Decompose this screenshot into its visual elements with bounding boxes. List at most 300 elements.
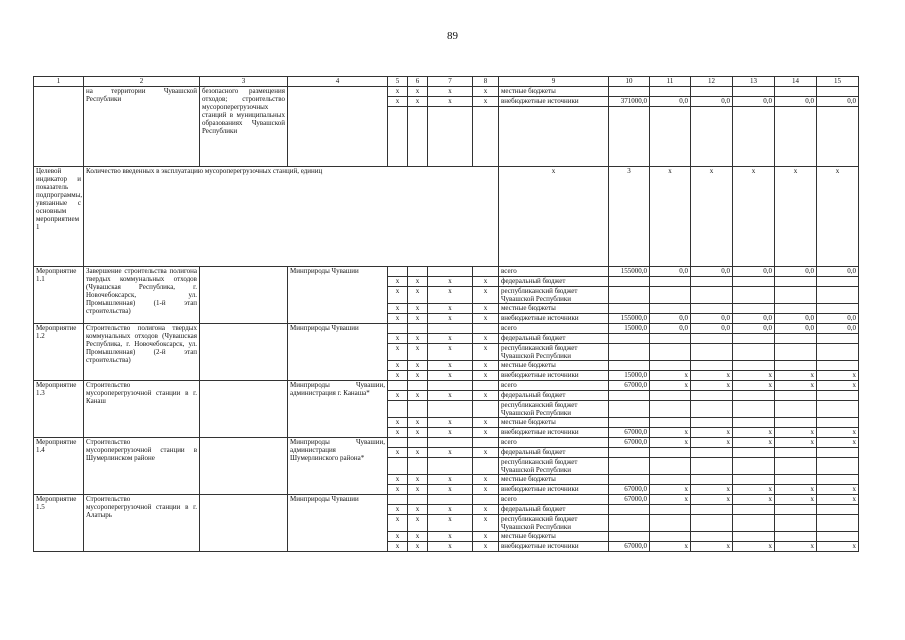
value-cell [817,458,859,475]
x-cell [473,438,499,448]
value-cell [817,287,859,304]
value-cell [609,448,650,458]
value-cell [691,458,733,475]
x-cell: x [388,314,408,324]
value-cell [691,344,733,361]
value-cell: x [691,542,733,552]
table-row [34,267,859,277]
value-cell [691,334,733,344]
x-cell: x [408,485,428,495]
value-cell [650,304,691,314]
x-cell: x [388,515,408,532]
x-cell: x [473,344,499,361]
empty-cell [691,107,733,167]
x-cell: x [473,287,499,304]
value-cell: x [775,371,817,381]
value-cell: x [733,371,775,381]
value-cell [609,401,650,418]
table-row [34,495,859,505]
x-cell: x [428,344,473,361]
header-cell: 1 [34,77,84,87]
x-cell [473,401,499,418]
value-cell [609,418,650,428]
x-cell: x [388,418,408,428]
x-cell: x [408,87,428,97]
header-cell: 6 [408,77,428,87]
x-cell: x [428,87,473,97]
value-cell: x [650,485,691,495]
value-cell: x [691,428,733,438]
x-cell: x [388,287,408,304]
value-cell [650,505,691,515]
x-cell: x [473,428,499,438]
x-cell [473,495,499,505]
value-cell: 67000,0 [609,485,650,495]
value-cell [609,304,650,314]
value-cell [650,401,691,418]
funding-source: всего [499,381,609,391]
x-cell: x [473,542,499,552]
x-cell [473,381,499,391]
value-cell [817,515,859,532]
value-cell [733,87,775,97]
value-cell [733,401,775,418]
value-cell: x [775,381,817,391]
value-cell [691,475,733,485]
measure-details: безопасного размещения отходов; строительство мусороперегрузочных станций в муниципальных образованиях Чувашской Республики [200,87,288,167]
x-cell [408,401,428,418]
value-cell [691,418,733,428]
value-cell [733,532,775,542]
x-cell: x [408,314,428,324]
value-cell: 0,0 [650,324,691,334]
x-cell [428,495,473,505]
responsible [288,87,388,167]
value-cell: x [817,428,859,438]
value-cell [609,87,650,97]
value-cell [650,87,691,97]
measure-description: Строительство полигона твердых коммунальных отходов (Чувашская Республика, г. Новочебоксарск, ул. Промышленная) (2-й этап строительства) [84,324,200,381]
x-cell: x [428,542,473,552]
value-cell [817,418,859,428]
responsible: Минприроды Чувашии [288,324,388,381]
funding-source: федеральный бюджет [499,277,609,287]
funding-source: внебюджетные источники [499,428,609,438]
measure-label: Мероприятие 1.5 [34,495,84,552]
value-cell: x [817,495,859,505]
value-cell [733,505,775,515]
value-cell: 15000,0 [609,324,650,334]
x-cell: x [408,428,428,438]
x-cell: x [428,287,473,304]
value-cell [691,277,733,287]
value-cell [817,505,859,515]
value-cell [775,87,817,97]
table-row [34,324,859,334]
x-cell [408,267,428,277]
value-cell [609,458,650,475]
empty-cell [817,107,859,167]
x-cell: x [408,515,428,532]
x-cell [388,458,408,475]
value-cell [817,448,859,458]
funding-source: республиканский бюджет Чувашской Республики [499,287,609,304]
value-cell: x [775,167,817,267]
x-cell: x [388,428,408,438]
measure-label: Мероприятие 1.4 [34,438,84,495]
value-cell: 0,0 [817,267,859,277]
x-cell: x [473,485,499,495]
value-cell: 0,0 [733,267,775,277]
x-cell: x [408,287,428,304]
x-cell: x [473,334,499,344]
indicator-col9: x [499,167,609,267]
header-cell: 8 [473,77,499,87]
value-cell: 0,0 [691,314,733,324]
value-cell [775,344,817,361]
value-cell: x [691,438,733,448]
x-cell: x [408,344,428,361]
indicator-row [34,167,859,267]
x-cell: x [473,87,499,97]
value-cell: x [733,167,775,267]
value-cell [650,361,691,371]
x-cell: x [473,361,499,371]
x-cell: x [408,371,428,381]
value-cell: 0,0 [650,267,691,277]
empty-cell [499,107,609,167]
x-cell: x [388,97,408,107]
x-cell: x [473,391,499,401]
value-cell [775,361,817,371]
x-cell [428,267,473,277]
measure-label: Мероприятие 1.2 [34,324,84,381]
value-cell [650,277,691,287]
funding-source: всего [499,495,609,505]
x-cell [428,401,473,418]
funding-source: местные бюджеты [499,532,609,542]
measure-label: Мероприятие 1.3 [34,381,84,438]
x-cell: x [388,371,408,381]
header-cell: 3 [200,77,288,87]
value-cell [650,458,691,475]
value-cell: x [733,485,775,495]
header-cell: 11 [650,77,691,87]
value-cell: x [650,381,691,391]
funding-source: республиканский бюджет Чувашской Республики [499,515,609,532]
responsible: Минприроды Чувашии [288,495,388,552]
measure-details [200,381,288,438]
value-cell [775,334,817,344]
value-cell: x [733,438,775,448]
x-cell: x [388,344,408,361]
value-cell: 0,0 [733,97,775,107]
header-cell: 9 [499,77,609,87]
funding-source: местные бюджеты [499,418,609,428]
x-cell: x [473,97,499,107]
value-cell: 67000,0 [609,438,650,448]
funding-source: республиканский бюджет Чувашской Республики [499,401,609,418]
x-cell: x [473,448,499,458]
x-cell: x [428,334,473,344]
value-cell [817,391,859,401]
empty-cell [473,107,499,167]
funding-source: местные бюджеты [499,361,609,371]
value-cell: 155000,0 [609,267,650,277]
x-cell: x [388,485,408,495]
x-cell: x [473,371,499,381]
value-cell [691,448,733,458]
table-row [34,87,859,97]
value-cell [650,334,691,344]
funding-source: всего [499,324,609,334]
value-cell [609,391,650,401]
value-cell [609,361,650,371]
x-cell: x [428,515,473,532]
value-cell [733,361,775,371]
value-cell [733,515,775,532]
value-cell: x [650,438,691,448]
x-cell: x [473,515,499,532]
value-cell [775,505,817,515]
funding-source: внебюджетные источники [499,314,609,324]
x-cell: x [388,391,408,401]
value-cell: 0,0 [775,267,817,277]
funding-source: федеральный бюджет [499,448,609,458]
value-cell: x [733,381,775,391]
empty-cell [388,107,408,167]
x-cell: x [408,475,428,485]
measure-description: Строительство мусороперегрузочной станции в г. Алатырь [84,495,200,552]
indicator-label: Целевой индикатор и показатель подпрограммы, увязанные с основным мероприятием 1 [34,167,84,267]
x-cell: x [428,505,473,515]
x-cell [388,267,408,277]
x-cell: x [388,505,408,515]
x-cell: x [428,361,473,371]
value-cell [609,277,650,287]
value-cell [609,287,650,304]
value-cell [817,334,859,344]
funding-source: внебюджетные источники [499,485,609,495]
x-cell: x [473,277,499,287]
value-cell: 0,0 [817,97,859,107]
value-cell: x [691,381,733,391]
responsible: Минприроды Чувашии, администрация г. Канаша* [288,381,388,438]
empty-cell [650,107,691,167]
value-cell: x [650,371,691,381]
value-cell [650,515,691,532]
funding-source: внебюджетные источники [499,97,609,107]
value-cell: x [691,495,733,505]
value-cell [609,334,650,344]
value-cell: 371000,0 [609,97,650,107]
responsible: Минприроды Чувашии, администрация Шумерлинского района* [288,438,388,495]
value-cell: x [775,542,817,552]
value-cell: x [775,485,817,495]
x-cell: x [428,485,473,495]
x-cell: x [428,97,473,107]
x-cell: x [408,418,428,428]
table-row [34,381,859,391]
value-cell [691,532,733,542]
value-cell: 0,0 [650,314,691,324]
x-cell: x [428,314,473,324]
value-cell: 67000,0 [609,381,650,391]
value-cell: 0,0 [775,324,817,334]
value-cell: 67000,0 [609,542,650,552]
funding-source: местные бюджеты [499,87,609,97]
funding-source: федеральный бюджет [499,505,609,515]
value-cell [817,344,859,361]
x-cell [388,381,408,391]
value-cell [609,532,650,542]
value-cell [733,287,775,304]
value-cell: x [817,542,859,552]
header-cell: 10 [609,77,650,87]
value-cell [733,344,775,361]
value-cell [733,277,775,287]
program-table [33,76,859,552]
x-cell: x [428,371,473,381]
value-cell [609,515,650,532]
value-cell: x [650,495,691,505]
indicator-text: Количество введенных в эксплуатацию мусороперегрузочных станций, единиц [84,167,499,267]
responsible: Минприроды Чувашии [288,267,388,324]
value-cell: 0,0 [650,97,691,107]
x-cell: x [428,475,473,485]
funding-source: всего [499,438,609,448]
x-cell: x [388,334,408,344]
value-cell [691,287,733,304]
x-cell [428,458,473,475]
measure-details [200,267,288,324]
x-cell: x [388,277,408,287]
value-cell [775,418,817,428]
value-cell: x [691,485,733,495]
value-cell [733,391,775,401]
x-cell: x [473,314,499,324]
value-cell [650,532,691,542]
value-cell: 67000,0 [609,495,650,505]
empty-cell [428,107,473,167]
value-cell [691,505,733,515]
measure-details [200,495,288,552]
value-cell [691,391,733,401]
funding-source: внебюджетные источники [499,542,609,552]
value-cell [775,391,817,401]
value-cell [609,475,650,485]
value-cell: x [775,495,817,505]
value-cell: 67000,0 [609,428,650,438]
value-cell [775,448,817,458]
x-cell: x [473,475,499,485]
value-cell: 0,0 [733,314,775,324]
funding-source: местные бюджеты [499,475,609,485]
value-cell: 0,0 [817,324,859,334]
table-row [34,438,859,448]
header-cell: 14 [775,77,817,87]
measure-description: Завершение строительства полигона твердых коммунальных отходов (Чувашская Республика, г. Новочебоксарск, ул. Промышленная) (1-й этап строительства) [84,267,200,324]
x-cell: x [388,304,408,314]
x-cell [388,324,408,334]
header-cell: 4 [288,77,388,87]
value-cell: 155000,0 [609,314,650,324]
value-cell [775,277,817,287]
value-cell [650,448,691,458]
x-cell [428,438,473,448]
value-cell [733,334,775,344]
value-cell: x [691,167,733,267]
x-cell: x [388,542,408,552]
funding-source: внебюджетные источники [499,371,609,381]
value-cell [650,418,691,428]
x-cell: x [428,391,473,401]
empty-cell [408,107,428,167]
value-cell: 0,0 [691,97,733,107]
value-cell [817,475,859,485]
page-number: 89 [447,30,458,42]
x-cell: x [408,542,428,552]
value-cell: x [817,381,859,391]
value-cell [775,515,817,532]
value-cell: 0,0 [691,267,733,277]
x-cell [428,324,473,334]
value-cell [733,448,775,458]
value-cell [733,304,775,314]
funding-source: местные бюджеты [499,304,609,314]
x-cell: x [388,87,408,97]
x-cell [388,401,408,418]
value-cell [691,87,733,97]
value-cell: 0,0 [775,314,817,324]
value-cell [650,391,691,401]
value-cell [817,532,859,542]
funding-source: республиканский бюджет Чувашской Республики [499,344,609,361]
value-cell: 15000,0 [609,371,650,381]
value-cell: 0,0 [775,97,817,107]
value-cell [733,475,775,485]
x-cell: x [428,418,473,428]
value-cell: x [775,428,817,438]
value-cell: x [817,371,859,381]
value-cell [650,287,691,304]
x-cell: x [428,304,473,314]
x-cell: x [388,475,408,485]
x-cell [408,495,428,505]
header-row [34,77,859,87]
x-cell: x [473,304,499,314]
x-cell [473,324,499,334]
x-cell: x [408,334,428,344]
x-cell: x [428,448,473,458]
measure-description: Строительство мусороперегрузочной станции в Шумерлинском районе [84,438,200,495]
value-cell: x [733,495,775,505]
value-cell [691,401,733,418]
empty-cell [733,107,775,167]
x-cell: x [473,532,499,542]
value-cell: x [775,438,817,448]
value-cell: x [650,542,691,552]
measure-label [34,87,84,167]
value-cell [817,401,859,418]
value-cell [775,304,817,314]
value-cell [817,304,859,314]
value-cell: 3 [609,167,650,267]
value-cell [733,458,775,475]
x-cell: x [428,532,473,542]
value-cell: x [817,485,859,495]
value-cell: x [817,438,859,448]
